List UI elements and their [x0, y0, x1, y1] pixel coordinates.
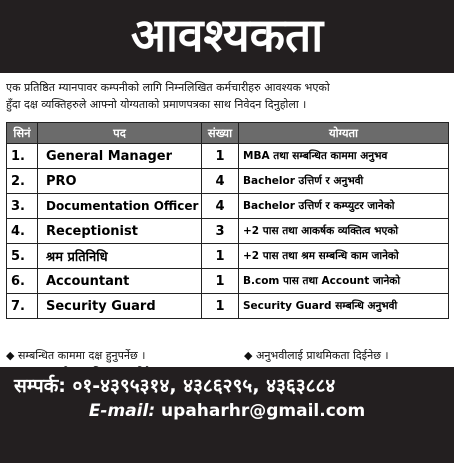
row-qualification: Bachelor उत्तिर्ण र अनुभवी: [243, 175, 364, 187]
row-quantity: 3: [202, 219, 239, 243]
header-sn: सिनं: [7, 123, 38, 143]
row-post: Documentation Officer: [38, 194, 202, 218]
row-quantity: 4: [202, 169, 239, 193]
table-row: [7, 268, 448, 293]
vacancy-table: [6, 122, 449, 319]
header-post: पद: [38, 123, 202, 143]
table-row: [7, 243, 448, 268]
row-post: General Manager: [38, 144, 202, 168]
email-line: [0, 401, 454, 421]
row-post: Security Guard: [38, 294, 202, 318]
row-sn: 6.: [7, 269, 38, 293]
row-quantity: 4: [202, 194, 239, 218]
row-qualification: B.com पास तथा Account जानेको: [243, 275, 401, 287]
row-sn: 4.: [7, 219, 38, 243]
note-experience-priority: ◆ अनुभवीलाई प्राथमिकता दिईनेछ ।: [244, 349, 389, 362]
contact-numbers: ०१-४३९५३१४, ४३८६२९५, ४३६३८८४: [72, 375, 336, 397]
row-post: Accountant: [38, 269, 202, 293]
row-qualification: +2 पास तथा श्रम सम्बन्धि काम जानेको: [243, 250, 399, 262]
header-banner: [0, 0, 454, 73]
row-sn: 2.: [7, 169, 38, 193]
row-quantity: 1: [202, 244, 239, 268]
row-post: PRO: [38, 169, 202, 193]
row-sn: 1.: [7, 144, 38, 168]
note-skilled: ◆ सम्बन्धित काममा दक्ष हुनुपर्नेछ ।: [6, 349, 146, 362]
table-row: [7, 168, 448, 193]
row-qualification: MBA तथा सम्बन्धित काममा अनुभव: [243, 150, 388, 162]
table-row: [7, 193, 448, 218]
header-qualification: योग्यता: [328, 125, 359, 140]
table-row: [7, 143, 448, 168]
intro-line-1: एक प्रतिष्ठित म्यानपावर कम्पनीको लागि निम्नलिखित कर्मचारीहरु आवश्यक भएको: [6, 81, 330, 94]
header-quantity: संख्या: [202, 123, 239, 143]
row-sn: 3.: [7, 194, 38, 218]
row-qualification: Security Guard सम्बन्धि अनुभवी: [243, 300, 398, 312]
row-quantity: 1: [202, 269, 239, 293]
notice-title: आवश्यकता: [130, 8, 324, 62]
email-address[interactable]: upaharhr@gmail.com: [161, 401, 366, 421]
contact-line: [14, 372, 444, 398]
contact-label: सम्पर्क:: [14, 375, 66, 397]
row-qualification: Bachelor उत्तिर्ण र कम्प्युटर जानेको: [243, 200, 395, 212]
row-qualification: +2 पास तथा आकर्षक व्यक्तित्व भएको: [243, 225, 399, 237]
row-quantity: 1: [202, 294, 239, 318]
table-header: [7, 123, 448, 143]
row-sn: 5.: [7, 244, 38, 268]
row-post: Receptionist: [38, 219, 202, 243]
table-row: [7, 218, 448, 243]
intro-line-2: हुँदा दक्ष व्यक्तिहरुले आफ्नो योग्यताको प्रमाणपत्रका साथ निवेदन दिनुहोला ।: [6, 98, 307, 111]
row-sn: 7.: [7, 294, 38, 318]
email-label: E-mail:: [88, 401, 156, 421]
intro-text: [6, 79, 450, 113]
row-post: श्रम प्रतिनिधि: [38, 244, 202, 268]
table-row: [7, 293, 448, 318]
row-quantity: 1: [202, 144, 239, 168]
